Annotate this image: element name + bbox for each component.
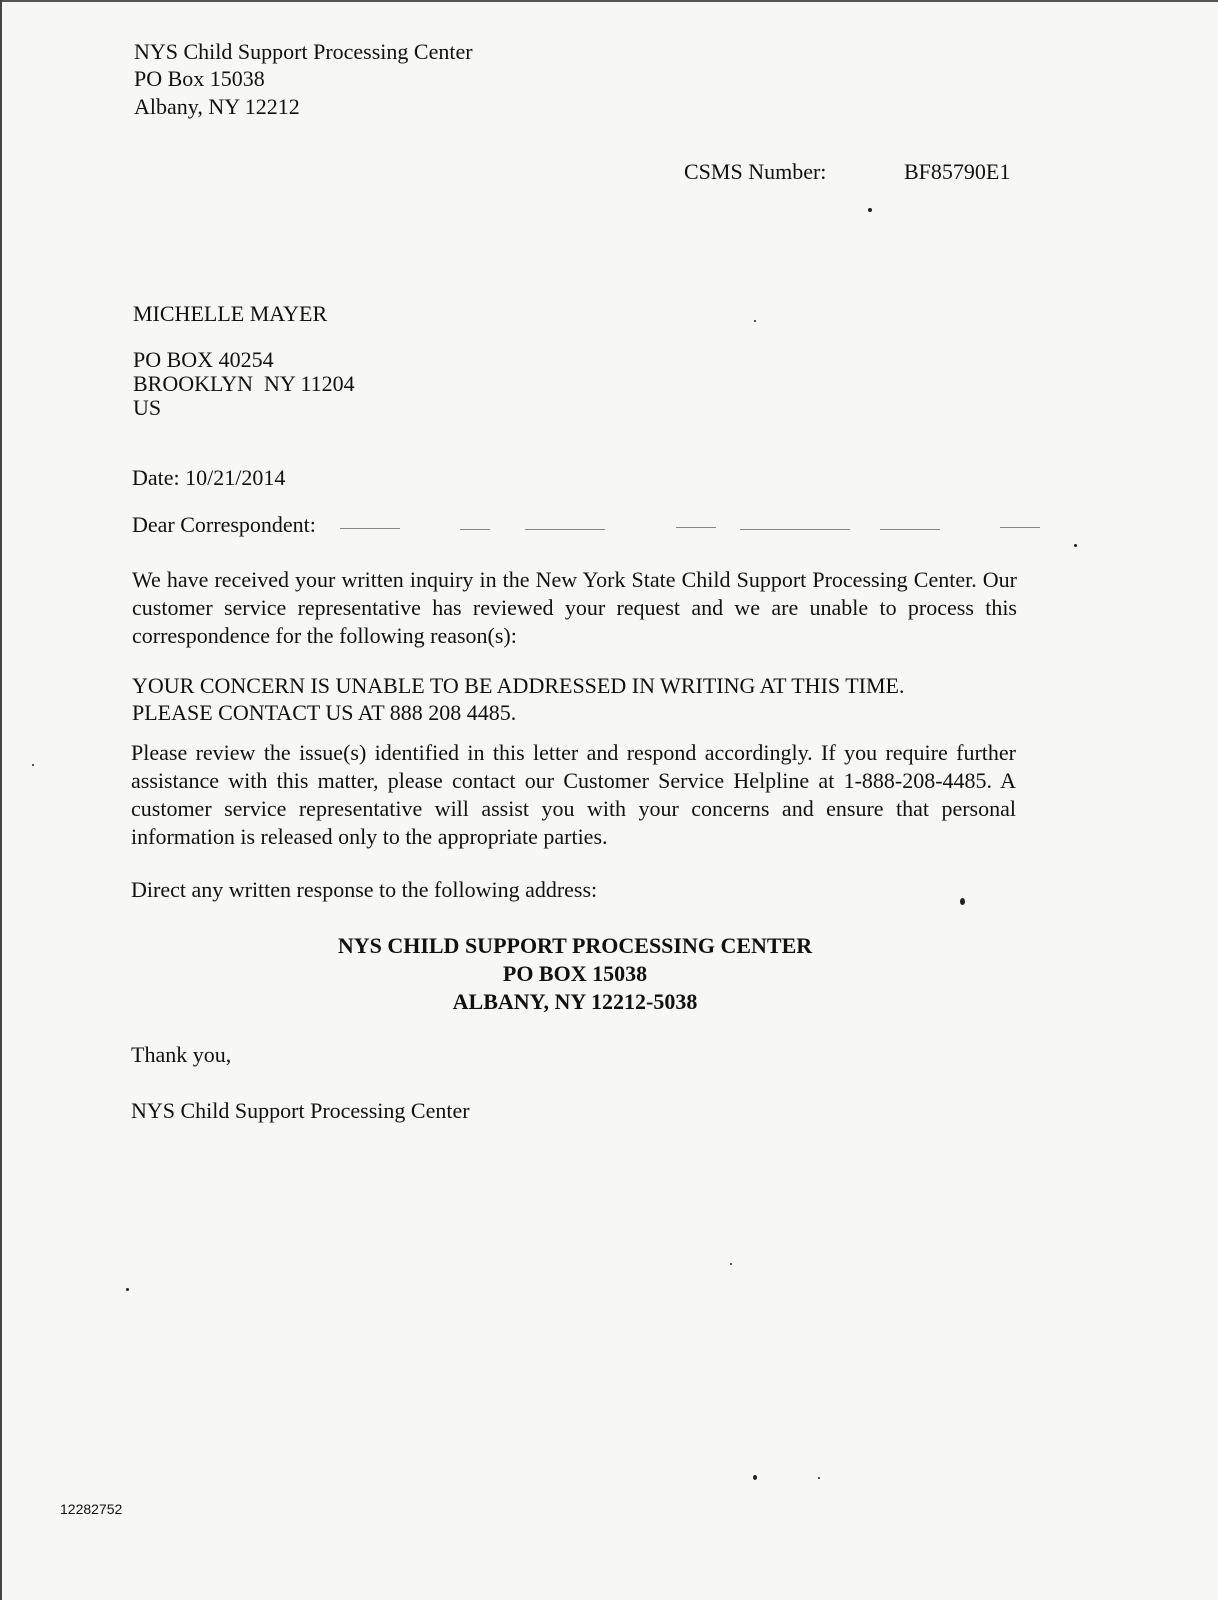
page-left-edge: [0, 0, 2, 1600]
signature: NYS Child Support Processing Center: [131, 1098, 470, 1123]
recipient-city: BROOKLYN NY 11204: [133, 371, 355, 396]
document-id: 12282752: [60, 1501, 123, 1517]
body-paragraph-2: Please review the issue(s) identified in this letter and respond accordingly. If you require further assistance with this matter, please contact our Customer Service Helpline at 1-888-208-4485. A customer service representative will assist you with your concerns and ensure that personal information is released only to the appropriate parties.: [131, 740, 1016, 849]
scan-dash: [676, 527, 716, 528]
body-paragraph-1: We have received your written inquiry in the New York State Child Support Processing Center. Our customer service representative has reviewed your request and we are unable to process this correspondence for the following reason(s):: [132, 567, 1017, 648]
letter-date: Date: 10/21/2014: [132, 465, 286, 490]
reason-line-1: YOUR CONCERN IS UNABLE TO BE ADDRESSED IN WRITING AT THIS TIME.: [132, 673, 905, 698]
recipient-po-box: PO BOX 40254: [133, 347, 274, 372]
response-address-line-1: NYS CHILD SUPPORT PROCESSING CENTER: [337, 933, 813, 958]
page-top-edge: [0, 0, 1218, 2]
scan-speck: [754, 320, 756, 322]
salutation: Dear Correspondent:: [132, 512, 316, 537]
scan-speck: [960, 898, 965, 905]
scan-dash: [880, 529, 940, 530]
scan-dash: [1000, 527, 1040, 528]
scan-dash: [740, 529, 850, 530]
scan-speck: [818, 1477, 820, 1479]
csms-label: CSMS Number:: [684, 159, 827, 184]
scan-speck: [868, 208, 872, 212]
sender-po-box: PO Box 15038: [134, 66, 265, 91]
scan-dash: [525, 529, 605, 530]
scan-speck: [32, 764, 34, 766]
sender-name: NYS Child Support Processing Center: [134, 39, 473, 64]
response-address-line-3: ALBANY, NY 12212-5038: [452, 989, 698, 1014]
scan-speck: [126, 1288, 129, 1291]
recipient-name: MICHELLE MAYER: [133, 301, 328, 326]
response-address-line-2: PO BOX 15038: [502, 961, 648, 986]
scan-dash: [340, 528, 400, 529]
scan-speck: [1074, 544, 1077, 547]
recipient-country: US: [133, 395, 162, 420]
closing: Thank you,: [131, 1042, 232, 1067]
scan-speck: [730, 1263, 732, 1265]
scan-speck: [753, 1475, 757, 1480]
reason-line-2: PLEASE CONTACT US AT 888 208 4485.: [132, 700, 517, 725]
direct-response-text: Direct any written response to the following address:: [131, 877, 598, 902]
scan-dash: [460, 529, 490, 530]
sender-city: Albany, NY 12212: [134, 94, 300, 119]
csms-value: BF85790E1: [904, 159, 1011, 184]
